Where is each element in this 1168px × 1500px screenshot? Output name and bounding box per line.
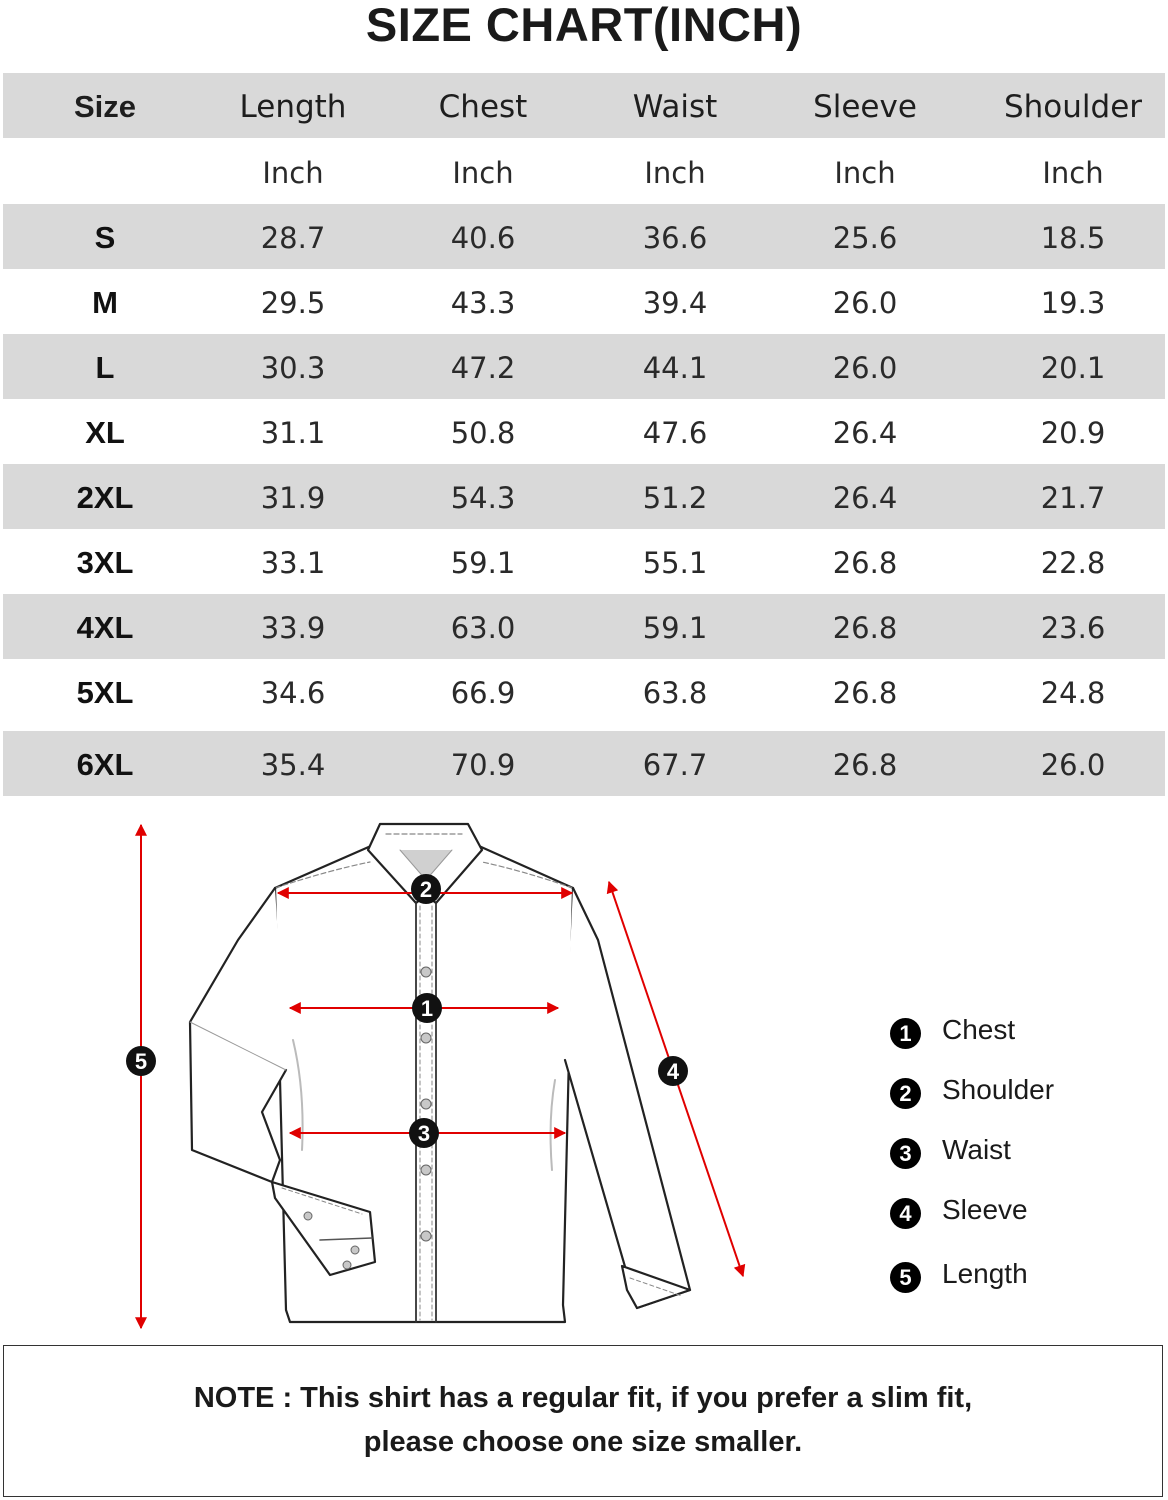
chest-cell: 43.3: [450, 286, 516, 320]
shoulder-cell: 18.5: [1040, 221, 1106, 255]
length-cell: 28.7: [260, 221, 326, 255]
unit-cell: Inch: [1042, 156, 1104, 190]
size-cell: 6XL: [76, 747, 134, 782]
shoulder-cell: 20.1: [1040, 351, 1106, 385]
size-cell: L: [95, 350, 115, 385]
waist-cell: 59.1: [642, 611, 708, 645]
size-cell: M: [92, 285, 118, 320]
legend-label: Sleeve: [942, 1194, 1028, 1225]
unit-cell: Inch: [452, 156, 514, 190]
shoulder-cell: 22.8: [1040, 546, 1106, 580]
size-cell: 5XL: [76, 675, 134, 710]
table-row: [3, 464, 1165, 529]
header-waist: Waist: [632, 89, 718, 125]
length-cell: 31.1: [260, 416, 326, 450]
legend-label: Length: [942, 1258, 1028, 1289]
chest-cell: 50.8: [450, 416, 516, 450]
shoulder-cell: 26.0: [1040, 748, 1106, 782]
length-cell: 33.1: [260, 546, 326, 580]
sleeve-cell: 26.4: [832, 481, 898, 515]
marker-1-label: 1: [420, 996, 434, 1021]
chest-cell: 66.9: [450, 676, 516, 710]
header-chest: Chest: [438, 89, 528, 125]
waist-cell: 39.4: [642, 286, 708, 320]
legend-number-icon: 5: [890, 1262, 921, 1293]
unit-cell: Inch: [262, 156, 324, 190]
table-row: [3, 334, 1165, 399]
legend-number-icon: 1: [890, 1018, 921, 1049]
length-cell: 33.9: [260, 611, 326, 645]
size-cell: 4XL: [76, 610, 134, 645]
chest-cell: 70.9: [450, 748, 516, 782]
sleeve-cell: 26.8: [832, 611, 898, 645]
chest-cell: 59.1: [450, 546, 516, 580]
sleeve-cell: 26.8: [832, 748, 898, 782]
note-line-1: NOTE : This shirt has a regular fit, if you prefer a slim fit,: [193, 1382, 973, 1414]
unit-cell: [45, 139, 165, 204]
legend-number-icon: 2: [890, 1078, 921, 1109]
header-size: Size: [73, 89, 137, 124]
unit-cell: Inch: [644, 156, 706, 190]
length-cell: 35.4: [260, 748, 326, 782]
length-cell: 31.9: [260, 481, 326, 515]
waist-cell: 36.6: [642, 221, 708, 255]
marker-3-label: 3: [417, 1121, 431, 1146]
legend-label: Shoulder: [942, 1074, 1055, 1105]
marker-4-label: 4: [666, 1059, 680, 1084]
waist-cell: 47.6: [642, 416, 708, 450]
chest-cell: 40.6: [450, 221, 516, 255]
chest-cell: 54.3: [450, 481, 516, 515]
sleeve-cell: 26.0: [832, 351, 898, 385]
waist-cell: 63.8: [642, 676, 708, 710]
shoulder-cell: 23.6: [1040, 611, 1106, 645]
page-title: SIZE CHART(INCH): [365, 0, 803, 51]
size-cell: XL: [85, 415, 125, 450]
table-row: [3, 594, 1165, 659]
shoulder-cell: 24.8: [1040, 676, 1106, 710]
sleeve-cell: 25.6: [832, 221, 898, 255]
table-row: [3, 529, 1165, 594]
legend-label: Chest: [942, 1014, 1016, 1045]
fit-note: [3, 1345, 1163, 1497]
marker-2-label: 2: [419, 877, 433, 902]
chest-cell: 47.2: [450, 351, 516, 385]
shoulder-cell: 19.3: [1040, 286, 1106, 320]
header-sleeve: Sleeve: [813, 89, 917, 125]
table-row: [3, 399, 1165, 464]
length-cell: 29.5: [260, 286, 326, 320]
legend-label: Waist: [942, 1134, 1011, 1165]
legend-number-icon: 4: [890, 1198, 921, 1229]
legend-number-icon: 3: [890, 1138, 921, 1169]
sleeve-cell: 26.8: [832, 546, 898, 580]
shoulder-cell: 21.7: [1040, 481, 1106, 515]
size-cell: S: [94, 220, 116, 255]
size-cell: 2XL: [76, 480, 134, 515]
waist-cell: 67.7: [642, 748, 708, 782]
waist-cell: 51.2: [642, 481, 708, 515]
unit-cell: Inch: [834, 156, 896, 190]
table-header-row: [3, 73, 1165, 138]
table-row: [3, 269, 1165, 334]
sleeve-cell: 26.0: [832, 286, 898, 320]
note-line-2: please choose one size smaller.: [363, 1426, 803, 1458]
sleeve-cell: 26.4: [832, 416, 898, 450]
waist-cell: 44.1: [642, 351, 708, 385]
marker-5-label: 5: [134, 1049, 148, 1074]
shoulder-cell: 20.9: [1040, 416, 1106, 450]
waist-cell: 55.1: [642, 546, 708, 580]
header-length: Length: [239, 89, 347, 125]
table-row: [3, 731, 1165, 796]
header-shoulder: Shoulder: [1003, 89, 1143, 125]
chest-cell: 63.0: [450, 611, 516, 645]
table-row: [3, 204, 1165, 269]
length-cell: 30.3: [260, 351, 326, 385]
table-unit-row: [3, 139, 1165, 204]
table-row: [3, 659, 1165, 724]
sleeve-cell: 26.8: [832, 676, 898, 710]
size-cell: 3XL: [76, 545, 134, 580]
length-cell: 34.6: [260, 676, 326, 710]
